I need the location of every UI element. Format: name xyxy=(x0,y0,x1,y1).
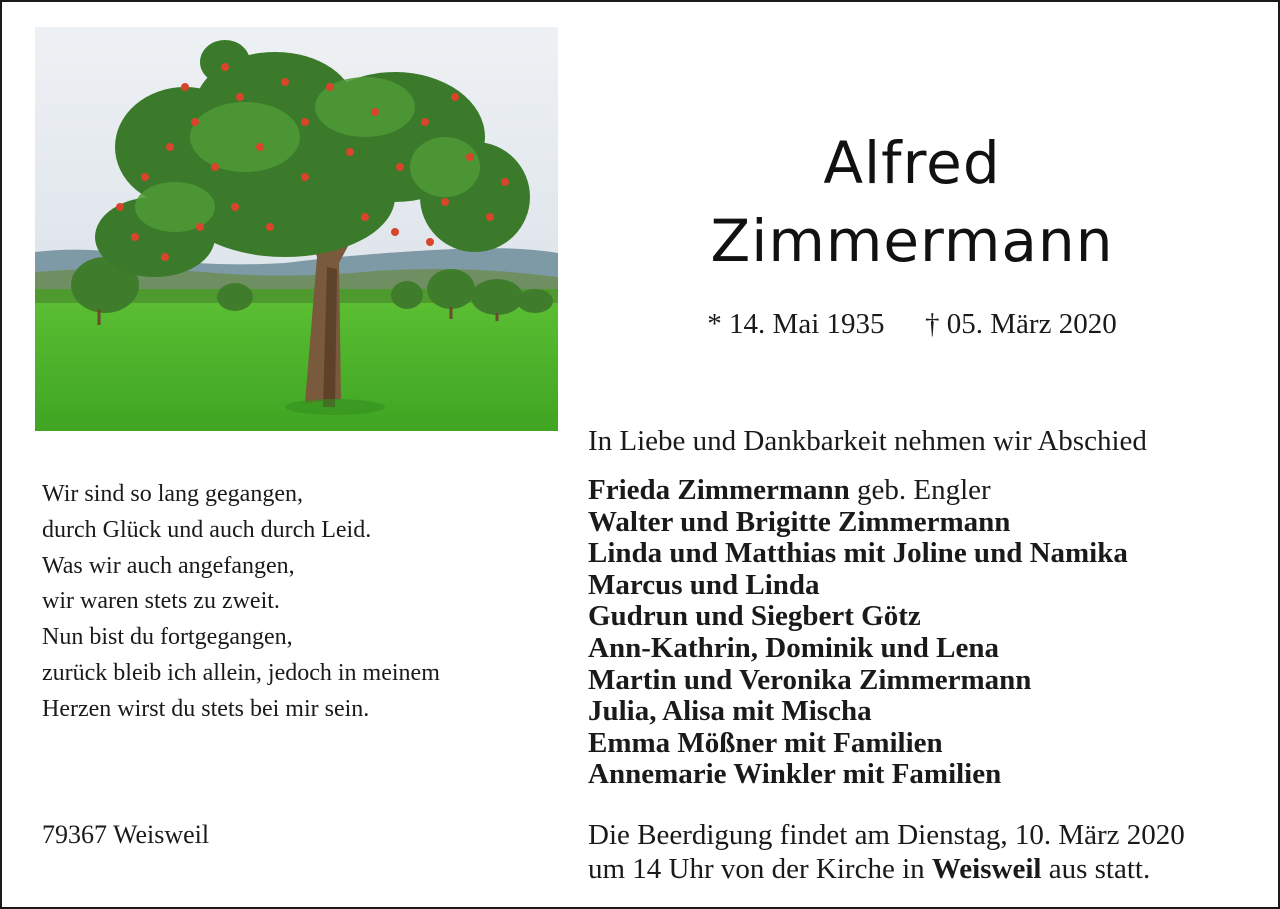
first-name: Alfred xyxy=(823,129,1001,197)
mourner-name: Frieda Zimmermann xyxy=(588,474,850,506)
mourners-list xyxy=(588,475,1128,791)
birth-date: 14. Mai 1935 xyxy=(729,308,885,340)
mourner-name: Emma Mößner mit Familien xyxy=(588,726,943,759)
mourner-name: Ann-Kathrin, Dominik und Lena xyxy=(588,631,999,664)
mourner-suffix: geb. Engler xyxy=(849,474,991,506)
mourner-name: Walter und Brigitte Zimmermann xyxy=(588,505,1011,538)
death-date: 05. März 2020 xyxy=(946,308,1117,340)
poem-line: Nun bist du fortgegangen, xyxy=(42,624,293,651)
mourner-item xyxy=(588,696,1128,728)
farewell-lead: In Liebe und Dankbarkeit nehmen wir Abschied xyxy=(588,425,1147,457)
location: 79367 Weisweil xyxy=(42,820,210,849)
mourner-name: Linda und Matthias mit Joline und Namika xyxy=(588,537,1128,570)
poem-line: wir waren stets zu zweit. xyxy=(42,588,280,615)
poem-line: Herzen wirst du stets bei mir sein. xyxy=(42,695,370,722)
mourner-item xyxy=(588,665,1128,697)
mourner-name: Martin und Veronika Zimmermann xyxy=(588,663,1032,696)
mourner-name: Julia, Alisa mit Mischa xyxy=(588,695,872,728)
poem-line: Wir sind so lang gegangen, xyxy=(42,481,303,507)
mourner-item xyxy=(588,538,1128,570)
poem xyxy=(42,477,440,728)
last-name: Zimmermann xyxy=(710,207,1114,275)
mourner-name: Annemarie Winkler mit Familien xyxy=(588,758,1002,791)
mourner-name: Marcus und Linda xyxy=(588,568,820,601)
funeral-place: Weisweil xyxy=(931,853,1042,885)
funeral-line-1: Die Beerdigung findet am Dienstag, 10. März 2020 xyxy=(588,819,1185,851)
mourner-name: Gudrun und Siegbert Götz xyxy=(588,600,921,633)
poem-line: Was wir auch angefangen, xyxy=(42,552,295,579)
funeral-notice xyxy=(588,818,1185,886)
life-dates xyxy=(562,308,1262,341)
mourner-item xyxy=(588,759,1128,791)
funeral-time-text: um 14 Uhr von der Kirche in xyxy=(588,853,932,885)
mourner-item xyxy=(588,633,1128,665)
mourner-item xyxy=(588,570,1128,602)
apple-tree-image xyxy=(35,27,558,431)
cross-icon: † xyxy=(925,308,940,340)
funeral-line-2 xyxy=(588,852,1185,886)
mourner-item xyxy=(588,507,1128,539)
tree-photo xyxy=(35,27,558,431)
poem-line: zurück bleib ich allein, jedoch in meinem xyxy=(42,659,440,686)
mourner-item xyxy=(588,601,1128,633)
funeral-end-text: aus statt. xyxy=(1041,853,1151,885)
poem-line: durch Glück und auch durch Leid. xyxy=(42,516,372,543)
birth-symbol: * xyxy=(707,308,722,340)
mourner-item xyxy=(588,475,1128,507)
mourner-item xyxy=(588,728,1128,760)
